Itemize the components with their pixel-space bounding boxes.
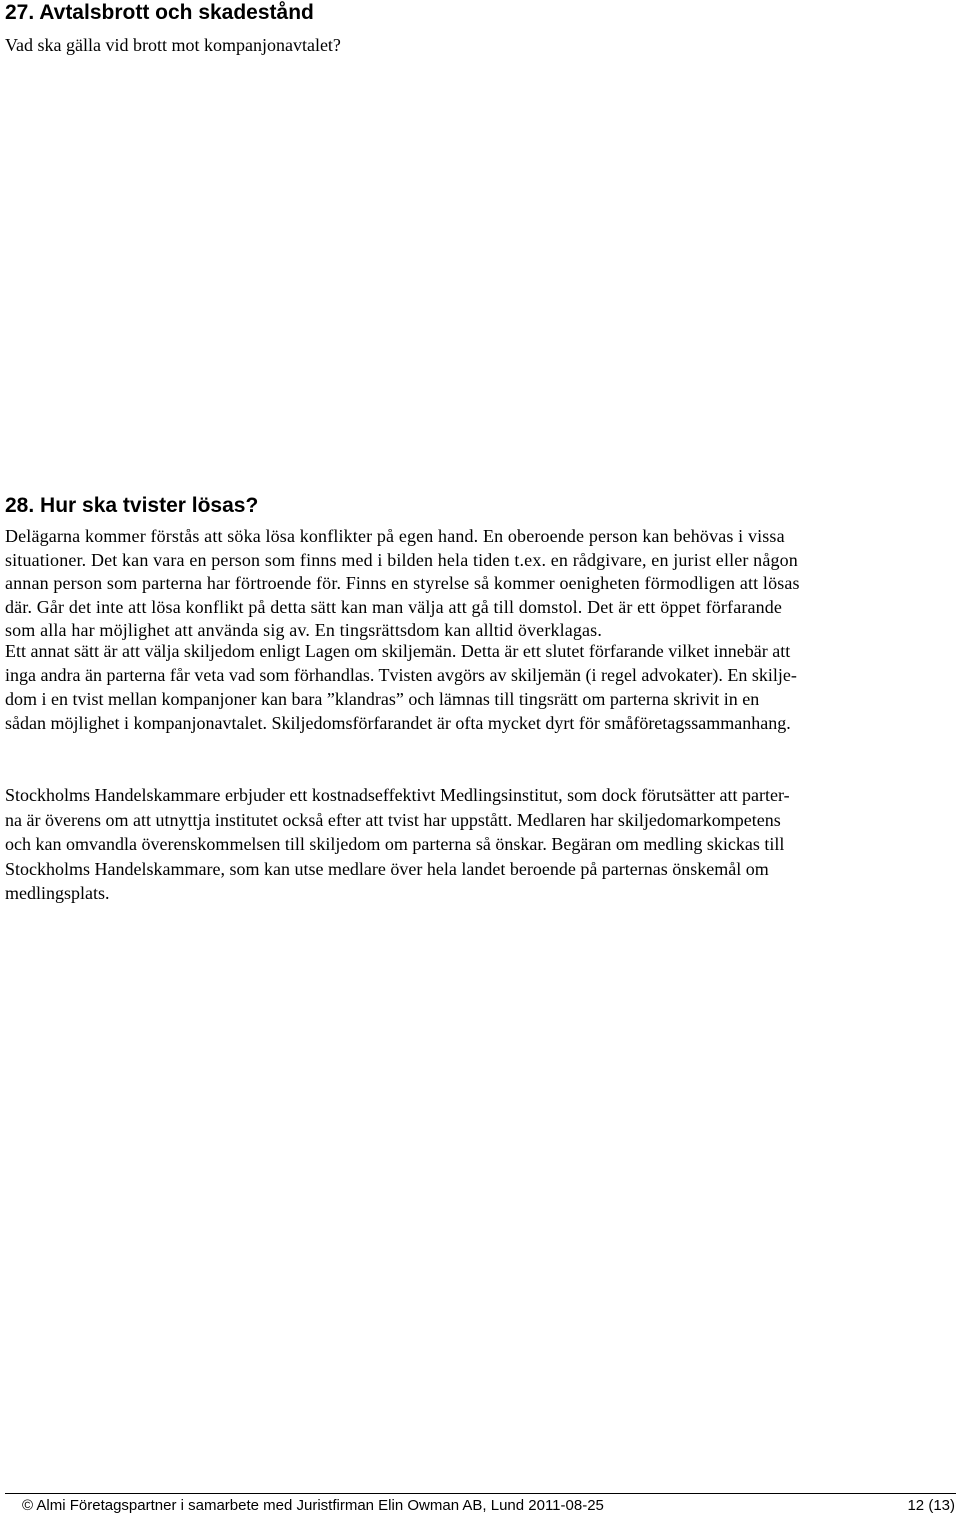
paragraph-line: na är överens om att utnyttja institutet också efter att tvist har uppstått. Medlaren har skiljedomarkompetens	[5, 809, 781, 830]
footer-copyright: © Almi Företagspartner i samarbete med Juristfirman Elin Owman AB, Lund 2011-08-25	[22, 1497, 604, 1514]
paragraph-line: Stockholms Handelskammare erbjuder ett kostnadseffektivt Medlingsinstitut, som dock förutsätter att parter-	[5, 785, 790, 805]
section-27-heading: 27. Avtalsbrott och skadestånd	[5, 1, 314, 24]
paragraph-line: situationer. Det kan vara en person som finns med i bilden hela tiden t.ex. en rådgivare, en jurist eller någon	[5, 549, 798, 570]
paragraph-conflicts	[5, 525, 955, 643]
paragraph-line: Delägarna kommer förstås att söka lösa konflikter på egen hand. En oberoende person kan behövas i vissa	[5, 526, 785, 546]
paragraph-line: medlingsplats.	[5, 883, 110, 903]
section-27-question: Vad ska gälla vid brott mot kompanjonavtalet?	[5, 35, 341, 55]
page-number: 12 (13)	[907, 1497, 955, 1514]
paragraph-mediation	[5, 783, 955, 906]
paragraph-line: dom i en tvist mellan kompanjoner kan bara ”klandras” och lämnas till tingsrätt om parterna skrivit in en	[5, 689, 760, 709]
paragraph-line: som alla har möjlighet att använda sig av. En tingsrättsdom kan alltid överklagas.	[5, 620, 602, 640]
paragraph-line: och kan omvandla överenskommelsen till skiljedom om parterna så önskar. Begäran om medling skickas till	[5, 834, 785, 854]
paragraph-line: sådan möjlighet i kompanjonavtalet. Skiljedomsförfarandet är ofta mycket dyrt för småföretagssammanhang.	[5, 713, 791, 733]
paragraph-line: inga andra än parterna får veta vad som förhandlas. Tvisten avgörs av skiljemän (i regel advokater). En skilje-	[5, 665, 797, 685]
footer-divider	[5, 1493, 956, 1494]
paragraph-line: där. Går det inte att lösa konflikt på detta sätt kan man välja att gå till domstol. Det är ett öppet förfarande	[5, 596, 783, 617]
paragraph-line: Stockholms Handelskammare, som kan utse medlare över hela landet beroende på parternas önskemål om	[5, 858, 769, 879]
paragraph-line: Ett annat sätt är att välja skiljedom enligt Lagen om skiljemän. Detta är ett slutet förfarande vilket innebär att	[5, 641, 791, 661]
paragraph-arbitration	[5, 639, 955, 735]
section-28-heading: 28. Hur ska tvister lösas?	[5, 494, 259, 517]
paragraph-line: annan person som parterna har förtroende för. Finns en styrelse så kommer oenigheten förmodligen att lösas	[5, 573, 800, 593]
